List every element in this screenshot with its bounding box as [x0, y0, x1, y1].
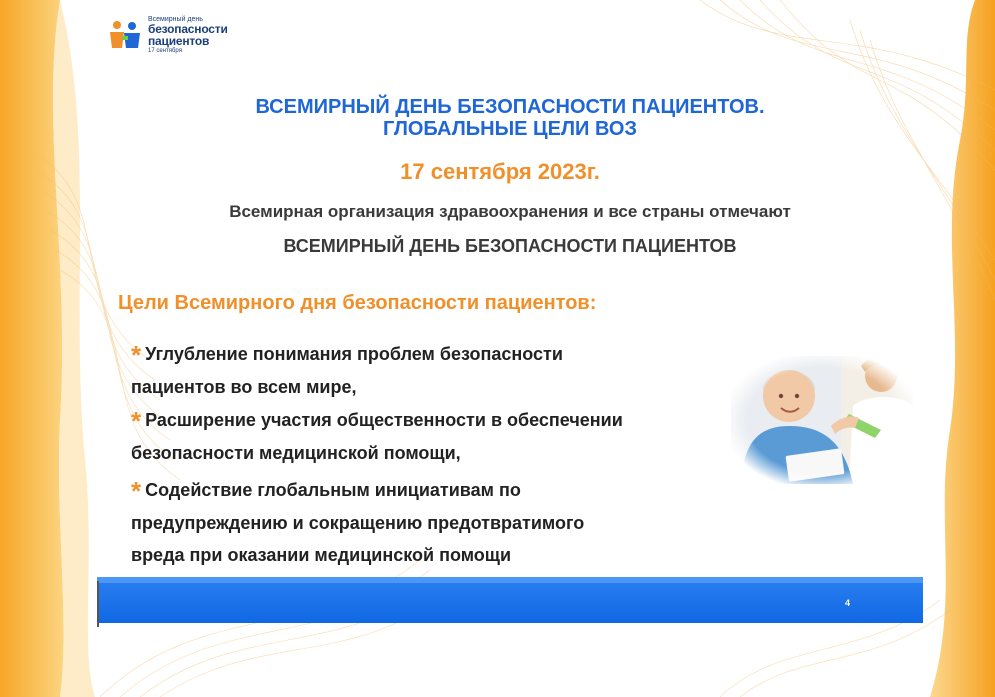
- logo-line-2: безопасности: [148, 22, 228, 36]
- logo-line-3: пациентов: [148, 34, 210, 48]
- people-logo-icon: [108, 20, 144, 50]
- goal-2-line-2: безопасности медицинской помощи,: [131, 443, 461, 463]
- logo-text: [148, 16, 228, 54]
- subtitle-event-name: ВСЕМИРНЫЙ ДЕНЬ БЕЗОПАСНОСТИ ПАЦИЕНТОВ: [283, 236, 737, 256]
- asterisk-bullet-icon: *: [131, 340, 142, 370]
- patient-with-nurse-image: [731, 356, 913, 484]
- footer-bar: [97, 577, 923, 623]
- goal-1-line-1: Углубление понимания проблем безопасности: [145, 344, 563, 364]
- footer-bar-highlight: [97, 577, 923, 583]
- asterisk-bullet-icon: *: [131, 406, 142, 436]
- slide-title-line-1: ВСЕМИРНЫЙ ДЕНЬ БЕЗОПАСНОСТИ ПАЦИЕНТОВ.: [255, 96, 765, 118]
- goal-3-line-2: предупреждению и сокращению предотвратимого: [131, 513, 585, 533]
- logo-line-1: Всемирный день: [148, 16, 203, 23]
- event-logo: [108, 14, 248, 56]
- goal-2-line-1: Расширение участия общественности в обеспечении: [145, 410, 623, 430]
- goal-1-line-2: пациентов во всем мире,: [131, 377, 357, 397]
- goal-item-3: [131, 474, 721, 571]
- goal-item-2: [131, 404, 721, 469]
- goals-heading: Цели Всемирного дня безопасности пациентов:: [118, 292, 597, 314]
- goal-3-line-3: вреда при оказании медицинской помощи: [131, 545, 512, 565]
- page-number: 4: [844, 598, 850, 608]
- goal-3-line-1: Содействие глобальным инициативам по: [145, 480, 521, 500]
- subtitle: Всемирная организация здравоохранения и все страны отмечают: [229, 202, 791, 221]
- logo-line-4: 17 сентября: [148, 48, 182, 54]
- goal-item-1: [131, 338, 721, 403]
- asterisk-bullet-icon: *: [131, 476, 142, 506]
- footer-bar-edge: [97, 581, 99, 627]
- event-date: 17 сентября 2023г.: [400, 159, 600, 184]
- slide-title-line-2: ГЛОБАЛЬНЫЕ ЦЕЛИ ВОЗ: [382, 118, 637, 140]
